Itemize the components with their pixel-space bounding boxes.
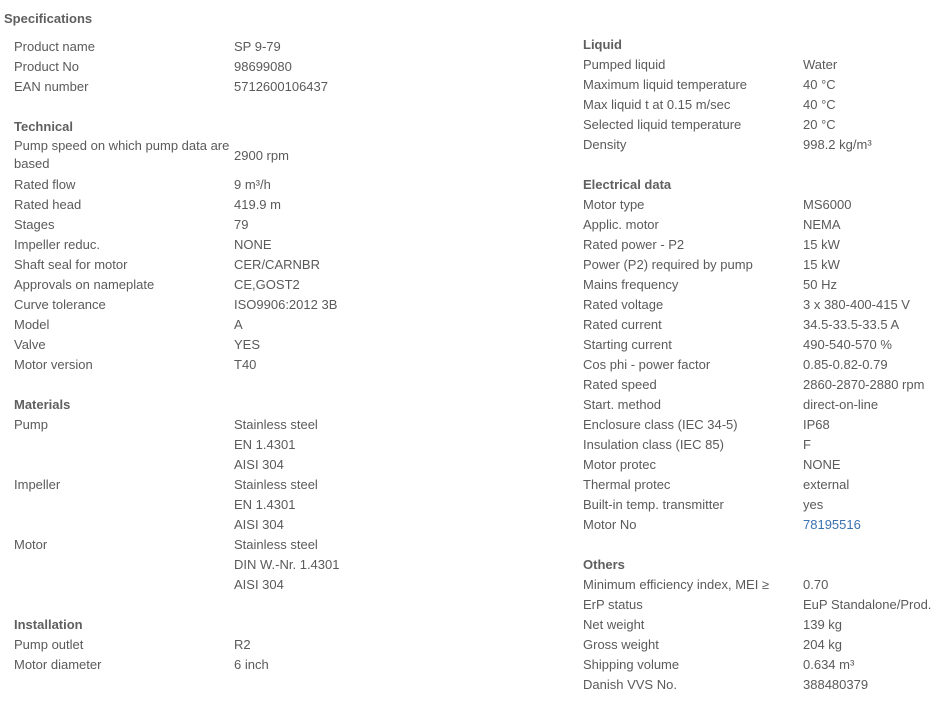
- spec-label: Pump: [14, 417, 48, 432]
- spec-value: Stainless steel: [234, 537, 318, 552]
- spec-label: Motor type: [583, 197, 645, 212]
- spec-value: 5712600106437: [234, 79, 328, 94]
- spec-row: [583, 475, 948, 495]
- spec-value: 2900 rpm: [234, 148, 289, 163]
- spec-label: Rated current: [583, 317, 662, 332]
- spec-value: IP68: [803, 417, 830, 432]
- spec-row: [583, 435, 948, 455]
- spec-label: Thermal protec: [583, 477, 671, 492]
- spec-value: 490-540-570 %: [803, 337, 892, 352]
- spec-label: Motor diameter: [14, 657, 102, 672]
- spec-label: Impeller: [14, 477, 61, 492]
- spec-label: Impeller reduc.: [14, 237, 100, 252]
- spec-label: Applic. motor: [583, 217, 659, 232]
- spec-row: [583, 55, 948, 75]
- spec-label: Density: [583, 137, 627, 152]
- spec-row: [583, 655, 948, 675]
- spec-row: [583, 315, 948, 335]
- spec-row: [14, 137, 344, 175]
- spec-value: AISI 304: [234, 577, 284, 592]
- spec-row: [583, 295, 948, 315]
- spec-value: Stainless steel: [234, 417, 318, 432]
- spec-row: [583, 595, 948, 615]
- spec-value: NONE: [803, 457, 841, 472]
- spec-value: 0.70: [803, 577, 829, 592]
- spec-row: [583, 195, 948, 215]
- spec-row: [583, 615, 948, 635]
- section-title: Others: [583, 557, 625, 572]
- spec-value: 40 °C: [803, 77, 836, 92]
- spec-label: Rated head: [14, 197, 82, 212]
- spec-value: AISI 304: [234, 517, 284, 532]
- spec-label: Rated power - P2: [583, 237, 685, 252]
- spec-label: Starting current: [583, 337, 672, 352]
- spec-value: MS6000: [803, 197, 852, 212]
- spec-value: 2860-2870-2880 rpm: [803, 377, 925, 392]
- spec-label: Rated speed: [583, 377, 657, 392]
- spec-row: [14, 335, 344, 355]
- spec-row: [14, 77, 344, 97]
- spec-label: Shaft seal for motor: [14, 257, 128, 272]
- spec-row: [583, 635, 948, 655]
- spec-value: 9 m³/h: [234, 177, 271, 192]
- page-title: Specifications: [4, 11, 93, 26]
- spec-row: [583, 455, 948, 475]
- spec-label: Cos phi - power factor: [583, 357, 711, 372]
- spec-value: external: [803, 477, 850, 492]
- spec-row: [583, 575, 948, 595]
- spec-value: Water: [803, 57, 838, 72]
- spec-value: CE,GOST2: [234, 277, 300, 292]
- spec-label: Pumped liquid: [583, 57, 666, 72]
- section-title: Materials: [14, 397, 71, 412]
- spec-label: Start. method: [583, 397, 662, 412]
- spec-label: Minimum efficiency index, MEI ≥: [583, 577, 770, 592]
- spec-label: Stages: [14, 217, 55, 232]
- spec-row: [583, 515, 948, 535]
- spec-value: 3 x 380-400-415 V: [803, 297, 910, 312]
- section-title: Liquid: [583, 37, 622, 52]
- spec-row: [583, 675, 948, 695]
- spec-label: Model: [14, 317, 50, 332]
- others-section: [583, 555, 948, 695]
- spec-value: R2: [234, 637, 251, 652]
- motor-no-link[interactable]: 78195516: [803, 517, 861, 532]
- spec-value: EN 1.4301: [234, 437, 296, 452]
- section-title: Electrical data: [583, 177, 672, 192]
- spec-row: [14, 315, 344, 335]
- spec-label: Valve: [14, 337, 46, 352]
- spec-value: A: [234, 317, 243, 332]
- spec-value: direct-on-line: [803, 397, 879, 412]
- spec-row: [14, 57, 344, 77]
- spec-value: 50 Hz: [803, 277, 837, 292]
- spec-label: Motor version: [14, 357, 93, 372]
- spec-value: DIN W.-Nr. 1.4301: [234, 557, 340, 572]
- spec-row: [14, 37, 344, 57]
- spec-label: Motor: [14, 537, 48, 552]
- spec-value: 15 kW: [803, 237, 840, 252]
- spec-row: [14, 295, 344, 315]
- spec-row: [14, 275, 344, 295]
- spec-value: 388480379: [803, 677, 869, 692]
- spec-label: Product name: [14, 39, 95, 54]
- spec-row: [14, 215, 344, 235]
- spec-row: [583, 275, 948, 295]
- spec-row: [583, 415, 948, 435]
- spec-row: [583, 135, 948, 155]
- spec-row: [583, 95, 948, 115]
- spec-value: yes: [803, 497, 824, 512]
- spec-label: Maximum liquid temperature: [583, 77, 748, 92]
- spec-label: Approvals on nameplate: [14, 277, 155, 292]
- spec-row: [583, 335, 948, 355]
- spec-row: [14, 355, 344, 375]
- spec-value: 204 kg: [803, 637, 843, 652]
- spec-label: Product No: [14, 59, 80, 74]
- spec-label: Rated flow: [14, 177, 76, 192]
- materials-section: [14, 395, 344, 595]
- spec-value: 98699080: [234, 59, 292, 74]
- spec-value: YES: [234, 337, 261, 352]
- spec-row: [583, 115, 948, 135]
- liquid-section: [583, 35, 948, 155]
- spec-row: [14, 655, 344, 675]
- spec-row: [583, 355, 948, 375]
- electrical-section: [583, 175, 948, 535]
- spec-label: Gross weight: [583, 637, 659, 652]
- spec-row: [14, 195, 344, 215]
- spec-value: ISO9906:2012 3B: [234, 297, 338, 312]
- spec-value: EuP Standalone/Prod.: [803, 597, 932, 612]
- general-section: [14, 37, 344, 97]
- spec-row: [583, 495, 948, 515]
- spec-label: Danish VVS No.: [583, 677, 677, 692]
- spec-value: T40: [234, 357, 257, 372]
- spec-row: [14, 235, 344, 255]
- spec-label: Mains frequency: [583, 277, 679, 292]
- spec-value: 139 kg: [803, 617, 843, 632]
- section-title: Technical: [14, 119, 74, 134]
- technical-section: [14, 117, 344, 375]
- spec-value: F: [803, 437, 811, 452]
- spec-label: Enclosure class (IEC 34-5): [583, 417, 738, 432]
- spec-label: Selected liquid temperature: [583, 117, 742, 132]
- spec-label: Power (P2) required by pump: [583, 257, 753, 272]
- spec-label: Shipping volume: [583, 657, 680, 672]
- spec-label: Pump speed on which pump data are based: [14, 138, 230, 171]
- spec-label: Insulation class (IEC 85): [583, 437, 724, 452]
- spec-label: Max liquid t at 0.15 m/sec: [583, 97, 731, 112]
- spec-row: [14, 535, 344, 595]
- spec-row: [583, 395, 948, 415]
- spec-value: 15 kW: [803, 257, 840, 272]
- spec-value: EN 1.4301: [234, 497, 296, 512]
- spec-value: 419.9 m: [234, 197, 281, 212]
- spec-value: Stainless steel: [234, 477, 318, 492]
- spec-value: AISI 304: [234, 457, 284, 472]
- spec-label: Net weight: [583, 617, 645, 632]
- spec-row: [14, 475, 344, 535]
- spec-row: [583, 215, 948, 235]
- spec-row: [14, 255, 344, 275]
- spec-row: [583, 375, 948, 395]
- spec-value: 0.85-0.82-0.79: [803, 357, 888, 372]
- spec-label: Pump outlet: [14, 637, 84, 652]
- spec-label: Motor No: [583, 517, 637, 532]
- spec-row: [14, 635, 344, 655]
- spec-value: 998.2 kg/m³: [803, 137, 872, 152]
- spec-row: [14, 415, 344, 475]
- section-title: Installation: [14, 617, 83, 632]
- spec-value: NEMA: [803, 217, 841, 232]
- spec-value: 0.634 m³: [803, 657, 855, 672]
- spec-row: [583, 235, 948, 255]
- spec-label: ErP status: [583, 597, 643, 612]
- spec-value: 6 inch: [234, 657, 269, 672]
- spec-label: Motor protec: [583, 457, 656, 472]
- installation-section: [14, 615, 344, 675]
- spec-value: 34.5-33.5-33.5 A: [803, 317, 900, 332]
- spec-label: Built-in temp. transmitter: [583, 497, 724, 512]
- spec-row: [583, 255, 948, 275]
- spec-value: NONE: [234, 237, 272, 252]
- spec-value: 40 °C: [803, 97, 836, 112]
- spec-row: [583, 75, 948, 95]
- spec-label: Rated voltage: [583, 297, 664, 312]
- spec-label: Curve tolerance: [14, 297, 106, 312]
- spec-row: [14, 175, 344, 195]
- spec-value: SP 9-79: [234, 39, 281, 54]
- spec-value: CER/CARNBR: [234, 257, 320, 272]
- spec-value: 79: [234, 217, 249, 232]
- spec-value: 20 °C: [803, 117, 836, 132]
- spec-label: EAN number: [14, 79, 89, 94]
